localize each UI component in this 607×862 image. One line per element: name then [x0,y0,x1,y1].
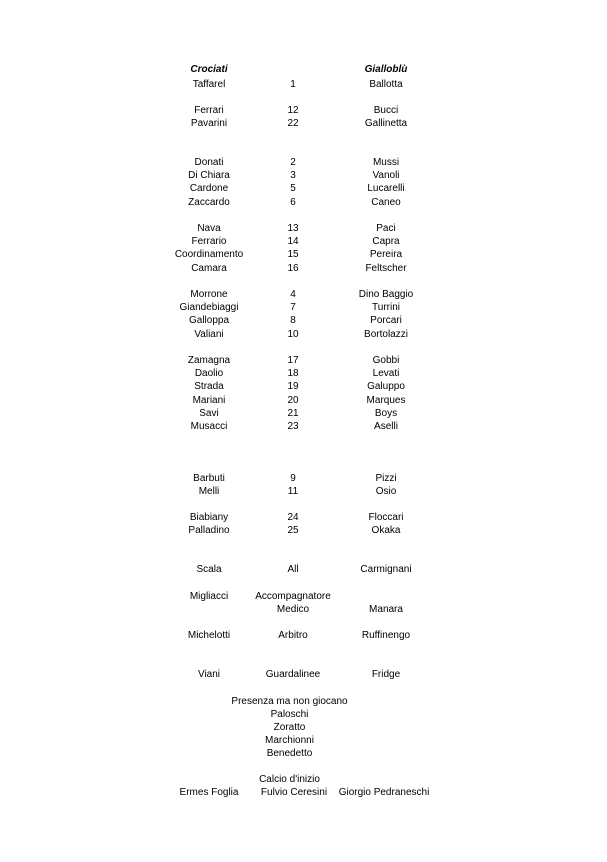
shirt-number: 22 [287,118,299,130]
player-row [0,511,607,524]
player-row [0,420,607,433]
shirt-number: 10 [287,328,299,340]
home-player: Galloppa [188,315,230,327]
away-player: Levati [372,368,400,380]
kickoff-right: Giorgio Pedraneschi [338,787,430,798]
linesman-row [0,668,607,681]
home-player: Morrone [190,289,228,300]
away-player: Paci [376,223,396,234]
home-player: Ferrari [194,105,224,116]
away-player: Floccari [368,512,404,523]
player-row [0,354,607,367]
shirt-number: 2 [290,157,296,168]
shirt-number: 11 [287,486,299,498]
non-playing-name: Zoratto [273,722,306,733]
referee-label: Arbitro [278,630,308,641]
away-player: Galuppo [367,381,405,393]
away-player: Ballotta [369,79,403,90]
home-coach: Scala [196,564,222,575]
home-player: Cardone [189,183,229,195]
player-row [0,288,607,301]
away-coach: Carmignani [360,564,412,575]
away-referee: Ruffinengo [361,630,411,641]
away-doctor: Manara [369,604,403,615]
non-playing-name: Paloschi [270,709,309,720]
home-player: Nava [197,223,221,234]
coach-row [0,563,607,576]
shirt-number: 8 [290,315,296,327]
home-player: Mariani [192,394,226,406]
home-player: Savi [199,407,219,419]
away-player: Vanoli [372,170,400,182]
away-player: Osio [375,486,397,498]
kickoff-left: Ermes Foglia [179,787,239,798]
home-player: Donati [194,157,224,168]
away-linesman: Fridge [371,669,401,680]
player-row [0,407,607,420]
away-player: Bucci [373,105,399,116]
away-player: Caneo [371,196,401,208]
away-player: Feltscher [365,262,407,274]
away-player: Dino Baggio [358,289,414,300]
home-linesman: Viani [197,669,221,680]
away-player: Pereira [369,249,403,261]
home-player: Strada [194,381,224,393]
non-playing-section [0,695,593,760]
player-row [0,367,607,380]
shirt-number: 25 [287,525,299,537]
player-row [0,314,607,327]
away-player: Pizzi [375,473,397,484]
linesman-label: Guardalinee [265,669,321,680]
home-player: Melli [198,486,220,498]
shirt-number: 24 [287,512,299,523]
kickoff-row [0,786,607,799]
kickoff-title: Calcio d'inizio [259,774,320,785]
home-player: Valiani [194,328,224,340]
home-player: Palladino [188,525,230,537]
home-player: Coordinamento [174,249,244,261]
player-row [0,235,607,248]
player-row [0,394,607,407]
player-row [0,78,607,91]
home-player: Biabiany [189,512,229,523]
non-playing-title: Presenza ma non giocano [231,696,348,707]
team-header-row [0,63,607,76]
player-row [0,222,607,235]
shirt-number: 3 [290,170,296,182]
player-row [0,485,607,498]
coach-label: All [287,564,299,575]
home-player: Musacci [190,421,228,432]
home-companion: Migliacci [189,591,229,602]
player-row [0,169,607,182]
shirt-number: 12 [287,105,299,116]
away-team-header: Gialloblù [364,64,408,75]
shirt-number: 14 [287,236,299,248]
away-player: Capra [372,236,400,248]
home-player: Giandebiaggi [179,302,239,314]
player-row [0,328,607,341]
player-row [0,380,607,393]
home-team-header: Crociati [190,64,228,75]
companion-row [0,590,607,603]
player-row [0,301,607,314]
referee-row [0,629,607,642]
shirt-number: 1 [290,79,296,90]
shirt-number: 23 [287,421,299,432]
shirt-number: 17 [287,355,299,366]
shirt-number: 9 [290,473,296,484]
home-player: Pavarini [190,118,228,130]
non-playing-name: Benedetto [266,748,313,759]
player-row [0,182,607,195]
player-row [0,196,607,209]
player-row [0,524,607,537]
away-player: Gobbi [372,355,400,366]
shirt-number: 5 [290,183,296,195]
away-player: Porcari [370,315,402,327]
shirt-number: 6 [290,196,296,208]
shirt-number: 18 [287,368,299,380]
home-player: Daolio [194,368,224,380]
player-row [0,117,607,130]
away-player: Turrini [372,302,400,314]
away-player: Marques [366,394,406,406]
home-player: Barbuti [193,473,225,484]
shirt-number: 20 [287,394,299,406]
home-player: Zaccardo [188,196,230,208]
shirt-number: 7 [290,302,296,314]
shirt-number: 15 [287,249,299,261]
home-player: Taffarel [192,79,226,90]
away-player: Aselli [374,421,398,432]
non-playing-name: Marchionni [265,735,314,746]
kickoff-center: Fulvio Ceresini [260,787,328,798]
player-row [0,472,607,485]
player-row [0,156,607,169]
doctor-label: Medico [276,604,310,615]
away-player: Bortolazzi [364,328,408,340]
shirt-number: 19 [287,381,299,393]
away-player: Okaka [371,525,401,537]
home-player: Camara [191,262,227,274]
player-row [0,262,607,275]
away-player: Gallinetta [364,118,408,130]
shirt-number: 13 [287,223,299,234]
shirt-number: 21 [287,407,299,419]
away-player: Mussi [372,157,400,168]
home-player: Ferrario [191,236,227,248]
home-player: Zamagna [187,355,231,366]
shirt-number: 4 [290,289,296,300]
player-row [0,248,607,261]
doctor-row [0,603,607,616]
home-player: Di Chiara [188,170,230,182]
companion-label: Accompagnatore [255,591,331,602]
shirt-number: 16 [287,262,299,274]
player-row [0,104,607,117]
away-player: Boys [374,407,398,419]
home-referee: Michelotti [187,630,231,641]
away-player: Lucarelli [367,183,405,195]
